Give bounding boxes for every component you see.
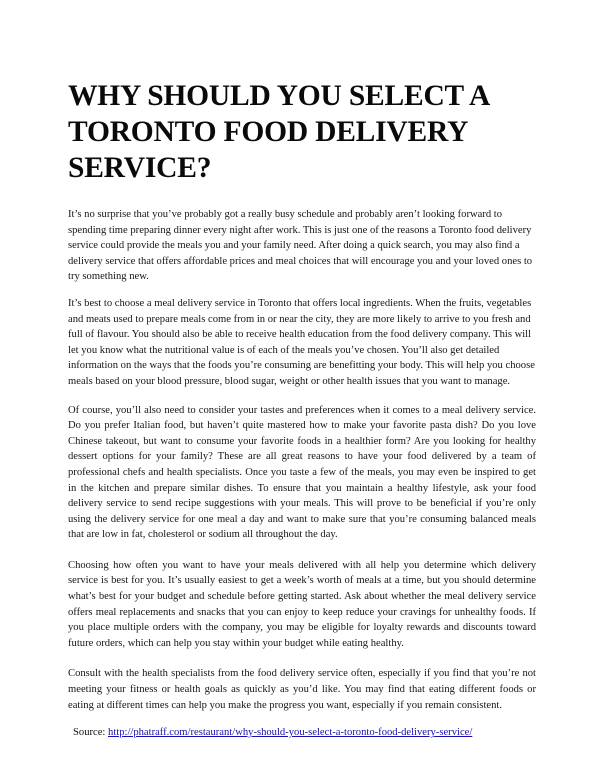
source-line — [68, 725, 536, 740]
paragraph-local-ingredients: It’s best to choose a meal delivery service in Toronto that offers local ingredients. When the fruits, vegetables and meats used to prepare meals come from in or near the city, they are more likely to arrive to you fresh and full of flavour. You should also be able to receive health education from the food delivery company. This will let you know what the nutritional value is of each of the meals you’ve chosen. You’ll also get detailed information on the ways that the foods you’re consuming are benefitting your body. This will help you choose meals based on your blood pressure, blood sugar, weight or other health issues that you want to manage. — [68, 297, 535, 387]
source-link[interactable]: http://phatraff.com/restaurant/why-should-you-select-a-toronto-food-delivery-service/ — [108, 727, 473, 739]
paragraph-intro: It’s no surprise that you’ve probably got a really busy schedule and probably aren’t looking forward to spending time preparing dinner every night after work. This is just one of the reasons a Toronto food delivery service could provide the meals you and your family need. After doing a quick search, you may also find a delivery service that offers affordable prices and meal choices that will encourage you and your loved ones to try something new. — [68, 209, 533, 283]
paragraph-delivery-frequency: Choosing how often you want to have your meals delivered with all help you determine which delivery service is best for you. It’s usually easiest to get a week’s worth of meals at a time, but you should determine what’s best for your budget and schedule before getting started. Ask about whether the meal delivery service offers meal replacements and snacks that you can enjoy to keep reduce your cravings for unhealthy foods. If you place multiple orders with the company, you may be eligible for loyalty rewards and discounts toward future orders, which can help you stay within your budget while eating healthy. — [68, 559, 536, 649]
paragraph-tastes-preferences: Of course, you’ll also need to consider your tastes and preferences when it comes to a meal delivery service. Do you prefer Italian food, but haven’t quite mastered how to make your favorite pasta dish? Do you love Chinese takeout, but want to consume your favorite foods in a healthier form? Are you looking for healthy dessert options for your family? These are all great reasons to have your food delivered by a team of professional chefs and health specialists. Once you taste a few of the meals, you may even be inspired to get in the kitchen and prepare similar dishes. To ensure that you maintain a healthy lifestyle, ask your food delivery service to send recipe suggestions with your meals. This will prove to be beneficial if you’re only using the delivery service for one meal a day and want to make sure that you’re consuming balanced meals that are low in fat, cholesterol or sodium all throughout the day. — [68, 404, 536, 541]
source-label: Source: — [73, 727, 109, 739]
document-title: WHY SHOULD YOU SELECT A TORONTO FOOD DELIVERY SERVICE? — [68, 80, 489, 184]
paragraph-health-specialists: Consult with the health specialists from the food delivery service often, especially if you find that you’re not meeting your fitness or health goals as quickly as you’d like. You may find that eating different foods or eating at different times can help you make the progress you want, especially if you remain consistent. — [68, 668, 536, 711]
document-page — [68, 78, 536, 740]
